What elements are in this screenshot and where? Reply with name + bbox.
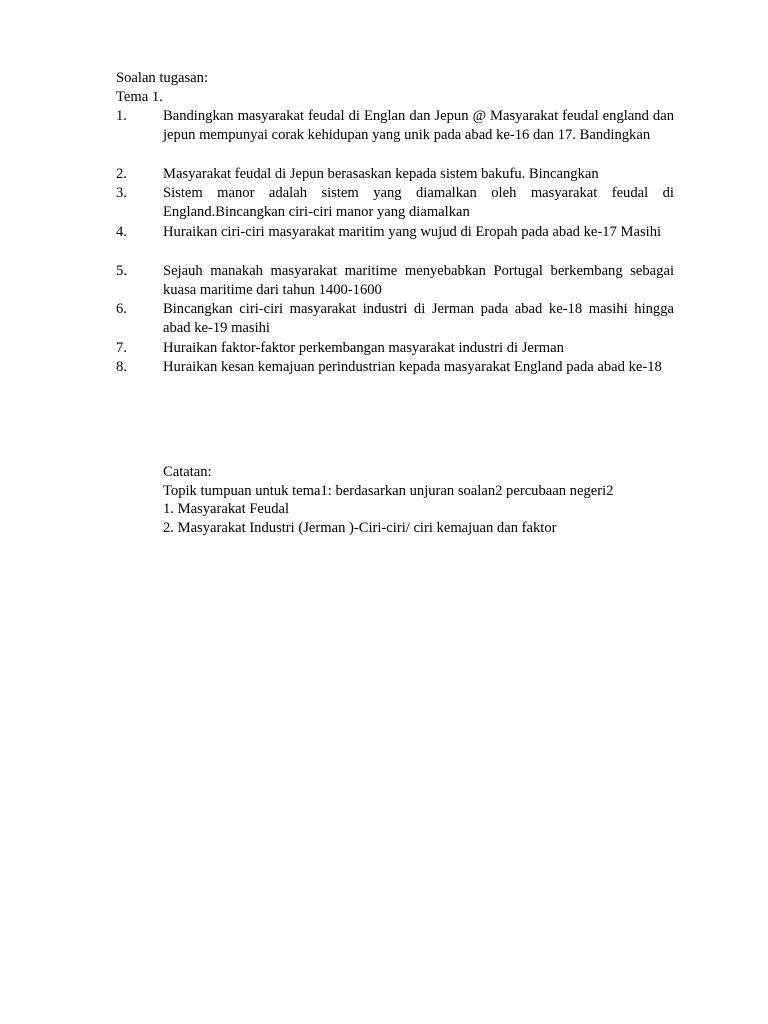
question-text: Sejauh manakah masyarakat maritime menyebabkan Portugal berkembang sebagai kuasa maritime dari tahun 1400-1600 — [163, 263, 674, 299]
question-item — [116, 184, 674, 223]
question-text: Bandingkan masyarakat feudal di Englan dan Jepun @ Masyarakat feudal england dan jepun mempunyai corak kehidupan yang unik pada abad ke-16 dan 17. Bandingkan — [163, 108, 674, 144]
question-item — [116, 223, 674, 262]
notes-topic: 2. Masyarakat Industri (Jerman )-Ciri-ciri/ ciri kemajuan dan faktor — [163, 520, 557, 537]
assignment-heading: Soalan tugasan: — [116, 70, 209, 86]
question-number: 4. — [116, 224, 127, 240]
notes-intro: Topik tumpuan untuk tema1: berdasarkan unjuran soalan2 percubaan negeri2 — [163, 482, 614, 499]
question-item — [116, 262, 674, 300]
question-text: Huraikan ciri-ciri masyarakat maritim yang wujud di Eropah pada abad ke-17 Masihi — [163, 224, 662, 240]
question-list — [116, 107, 674, 397]
question-text: Bincangkan ciri-ciri masyarakat industri di Jerman pada abad ke-18 masihi hingga abad ke-19 masihi — [163, 301, 674, 337]
notes-topic: 1. Masyarakat Feudal — [163, 501, 290, 518]
notes-label: Catatan: — [163, 464, 212, 480]
question-number: 2. — [116, 166, 127, 182]
question-item — [116, 339, 674, 358]
question-number: 6. — [116, 301, 127, 317]
question-number: 1. — [116, 108, 127, 124]
question-item — [116, 165, 674, 184]
question-number: 5. — [116, 263, 127, 279]
question-number: 7. — [116, 340, 127, 356]
question-text: Masyarakat feudal di Jepun berasaskan kepada sistem bakufu. Bincangkan — [163, 166, 599, 182]
theme-title: Tema 1. — [116, 89, 163, 105]
assignment-section — [116, 69, 674, 397]
question-text: Sistem manor adalah sistem yang diamalkan oleh masyarakat feudal di England.Bincangkan ciri-ciri manor yang diamalkan — [163, 185, 674, 221]
question-item — [116, 107, 674, 165]
notes-section — [163, 463, 683, 538]
question-number: 3. — [116, 185, 127, 201]
question-item — [116, 300, 674, 339]
question-number: 8. — [116, 359, 127, 375]
question-text: Huraikan faktor-faktor perkembangan masyarakat industri di Jerman — [163, 340, 564, 356]
question-item — [116, 358, 674, 397]
question-text: Huraikan kesan kemajuan perindustrian kepada masyarakat England pada abad ke-18 — [163, 359, 662, 375]
